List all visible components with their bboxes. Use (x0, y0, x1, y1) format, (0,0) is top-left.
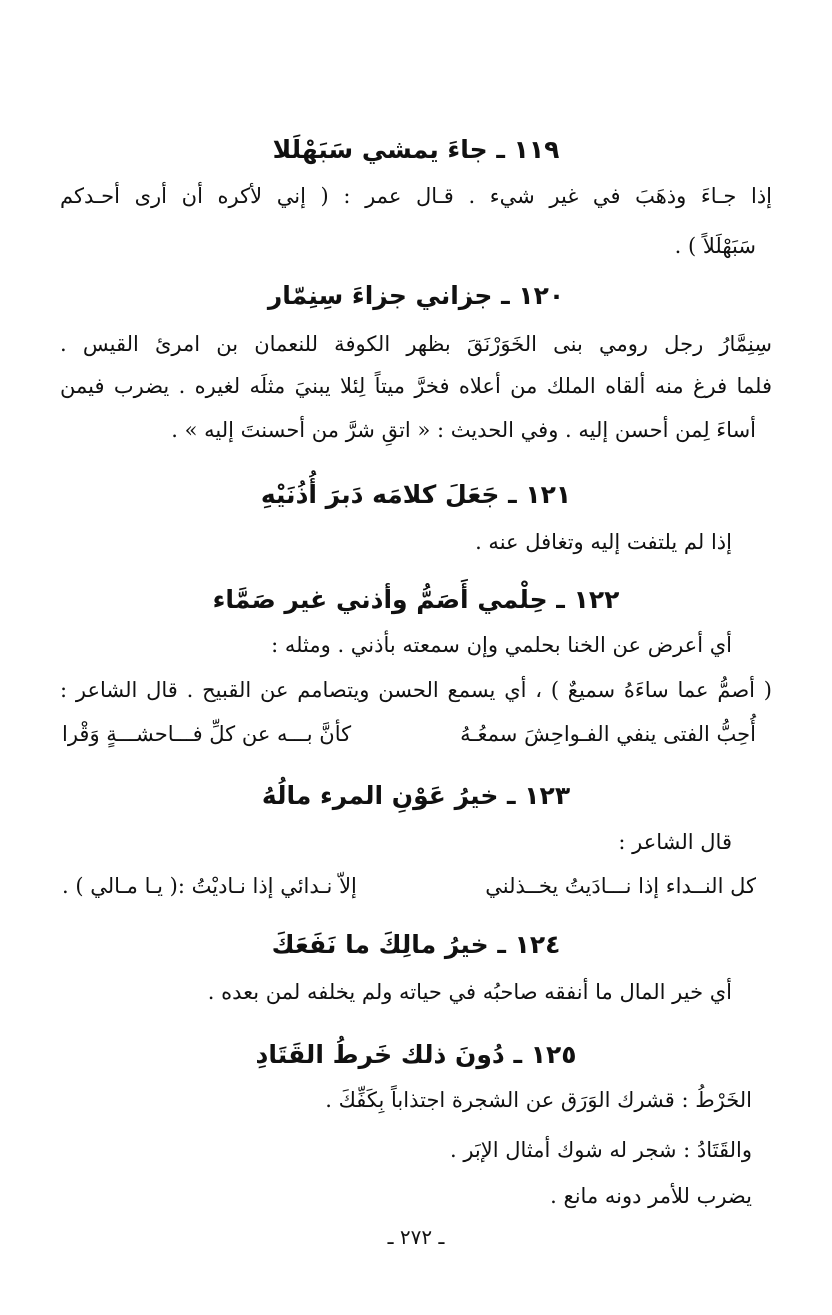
entry-text: قال الشاعر : (618, 830, 732, 854)
entry-text: يضرب للأمر دونه مانع . (550, 1184, 752, 1208)
entry-text: والقَتَادُ : شجر له شوك أمثال الإبَر . (449, 1138, 752, 1162)
entry-text: أي أعرض عن الخنا بحلمي وإن سمعته بأذني . ومثله : (271, 633, 732, 657)
poem-verse (62, 714, 756, 754)
poem-verse (62, 866, 756, 906)
entry-text: إذا لم يلتفت إليه وتغافل عنه . (475, 530, 732, 554)
entry-text: الخَرْطُ : قشرك الوَرَق عن الشجرة اجتذاباً بِكَفِّكَ . (325, 1088, 752, 1112)
entry-title-119: ١١٩ ـ جاءَ يمشي سَبَهْلَلا (272, 135, 560, 164)
entry-title-122: ١٢٢ ـ حِلْمي أَصَمُّ وأذني غير صَمَّاء (212, 585, 620, 614)
verse-first-hemistich: أُحِبُّ الفتى ينفي الفـواحِشَ سمعُـهُ (460, 722, 756, 746)
verse-first-hemistich: كل النــداء إذا نـــادَيتُ يخــذلني (485, 874, 756, 898)
entry-text: سَبَهْلَلاً ) . (674, 234, 756, 258)
entry-text: ( أصمُّ عما ساءَهُ سميعٌ ) ، أي يسمع الحسن ويتصامم عن القبيح . قال الشاعر : (60, 678, 772, 702)
entry-text: فلما فرغ منه ألقاه الملك من أعلاه فخرَّ ميتاً لِئلا يبنيَ مثلَه لغيره . يضرب فيمن (60, 374, 772, 398)
page-number: ـ ٢٧٢ ـ (387, 1225, 445, 1249)
entry-text: أساءَ لِمن أحسن إليه . وفي الحديث : « اتقِ شرَّ من أحسنتَ إليه » . (171, 418, 756, 442)
entry-text: سِنِمَّارُ رجل رومي بنى الخَوَرْنَقَ بظهر الكوفة للنعمان بن امرئ القيس . (60, 332, 772, 356)
entry-title-121: ١٢١ ـ جَعَلَ كلامَه دَبرَ أُذُنَيْهِ (260, 480, 572, 509)
entry-text: إذا جـاءَ وذهَبَ في غير شيء . قـال عمر : ( إني لأكره أن أرى أحـدكم (60, 184, 772, 208)
verse-second-hemistich: إلاّ نـدائي إذا نـاديْتُ :( يـا مـالي ) . (62, 874, 357, 898)
entry-title-124: ١٢٤ ـ خيرُ مالِكَ ما نَفَعَكَ (271, 930, 561, 959)
entry-text: أي خير المال ما أنفقه صاحبُه في حياته ولم يخلفه لمن بعده . (207, 980, 732, 1004)
entry-title-125: ١٢٥ ـ دُونَ ذلك خَرطُ القَتَادِ (255, 1040, 577, 1069)
entry-title-120: ١٢٠ ـ جزاني جزاءَ سِنِمّار (267, 281, 565, 310)
verse-second-hemistich: كأنَّ بـــه عن كلِّ فـــاحشـــةٍ وَقْرا (62, 722, 352, 746)
entry-title-123: ١٢٣ ـ خيرُ عَوْنِ المرء مالُهُ (261, 781, 571, 810)
